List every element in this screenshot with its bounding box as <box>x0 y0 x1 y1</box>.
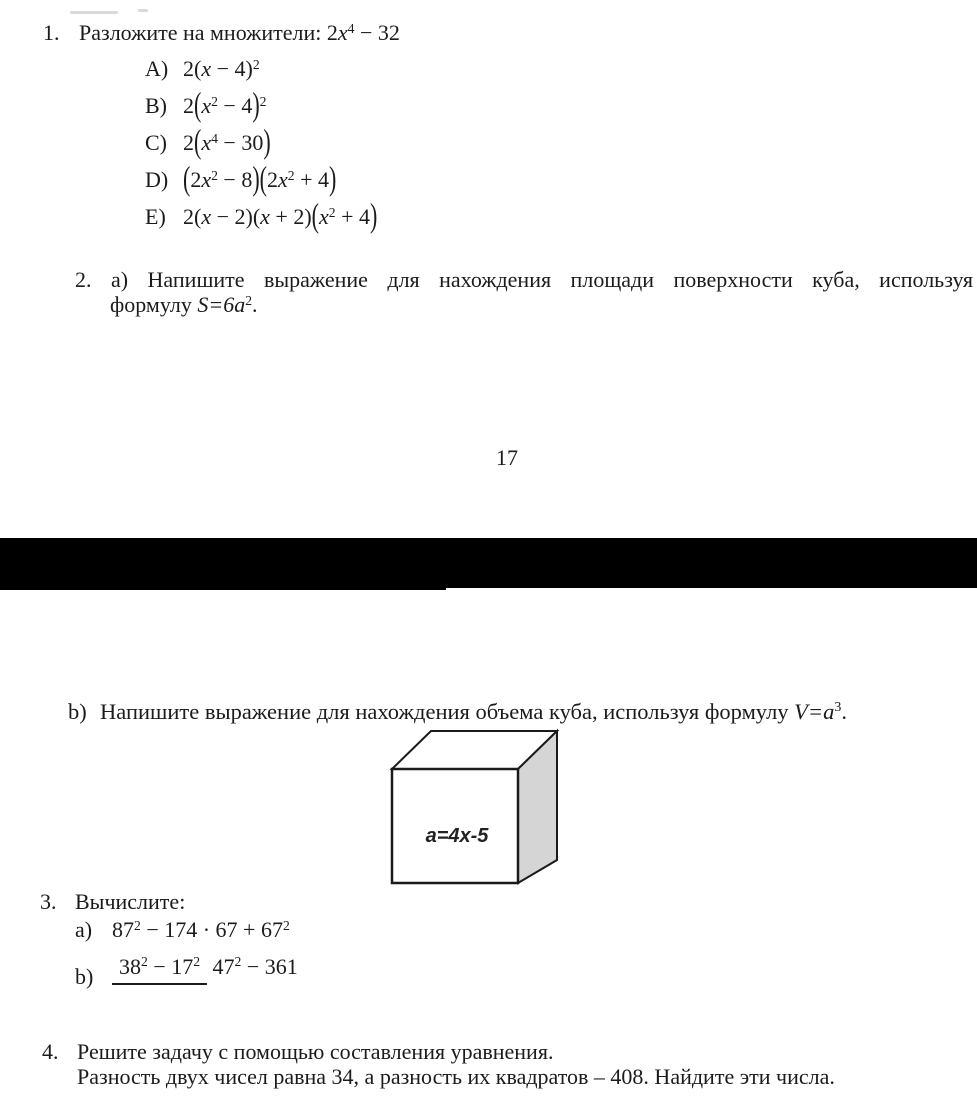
option-row-d <box>145 158 337 198</box>
option-row-e <box>145 195 378 235</box>
question-1-number: 1. <box>43 20 60 45</box>
option-c-label: C) <box>145 130 167 155</box>
fraction <box>112 954 298 983</box>
question-1-prompt: Разложите на множители: <box>79 20 322 45</box>
question-4-number: 4. <box>42 1039 59 1064</box>
fraction-denominator: $47^2 - 361$ <box>212 953 298 979</box>
option-b-expression: $2(x^2 - 4)^2$ <box>183 84 267 124</box>
question-4-line2: Разность двух чисел равна 34, а разность их квадратов – 408. Найдите эти числа. <box>77 1064 835 1089</box>
question-1-expression: $2x^4 - 32$ <box>326 20 400 45</box>
question-3-title <box>40 889 185 915</box>
option-d-label: D) <box>145 167 169 192</box>
question-3a-label: a) <box>75 917 93 942</box>
option-e-expression: $2(x - 2)(x + 2)(x^2 + 4)$ <box>183 195 378 235</box>
question-3b-label: b) <box>75 964 94 989</box>
option-row-a <box>145 56 260 85</box>
option-row-b <box>145 84 267 124</box>
option-row-c <box>145 121 271 161</box>
question-2-line1 <box>75 267 973 292</box>
option-a-expression: $2(x - 4)^2$ <box>183 56 260 81</box>
question-3-number: 3. <box>40 889 57 914</box>
question-2b-label: b) <box>68 699 87 724</box>
question-2-number: 2. <box>75 267 92 292</box>
question-2b-text: Напишите выражение для нахождения объема куба, используя формулу <box>100 699 795 724</box>
option-e-label: E) <box>145 204 166 229</box>
question-3-prompt: Вычислите: <box>75 889 186 914</box>
scan-artifact <box>138 9 148 12</box>
cube-edge-label: a=4x-5 <box>425 825 489 847</box>
question-4-line1 <box>42 1039 553 1064</box>
option-c-expression: $2(x^4 - 30)$ <box>183 121 271 161</box>
question-2-text: Напишите выражение для нахождения площади поверхности куба, используя <box>147 267 974 292</box>
question-3b-row <box>75 946 298 990</box>
fraction-numerator: $38^2 - 17^2$ <box>112 954 207 985</box>
question-4-text1: Решите задачу с помощью составления уравнения. <box>77 1039 554 1064</box>
question-2-line2: формулу $S=6a^2$. <box>110 292 258 317</box>
page-number: 17 <box>496 445 518 470</box>
option-b-label: B) <box>145 93 167 118</box>
question-3a-row <box>75 917 290 946</box>
question-3a-expression: $87^2 - 174 \cdot 67 + 67^2$ <box>112 917 290 942</box>
question-2b-formula: $V=a^3$. <box>794 699 847 724</box>
option-a-label: A) <box>145 56 169 81</box>
option-d-expression: $(2x^2 - 8)(2x^2 + 4)$ <box>183 158 337 198</box>
scan-artifact <box>70 11 118 14</box>
question-1-title <box>43 20 400 49</box>
question-2-part-label: а) <box>110 267 129 292</box>
page-break-bar-tail <box>0 588 446 590</box>
page-break-bar <box>0 538 977 588</box>
cube-figure <box>388 723 578 895</box>
